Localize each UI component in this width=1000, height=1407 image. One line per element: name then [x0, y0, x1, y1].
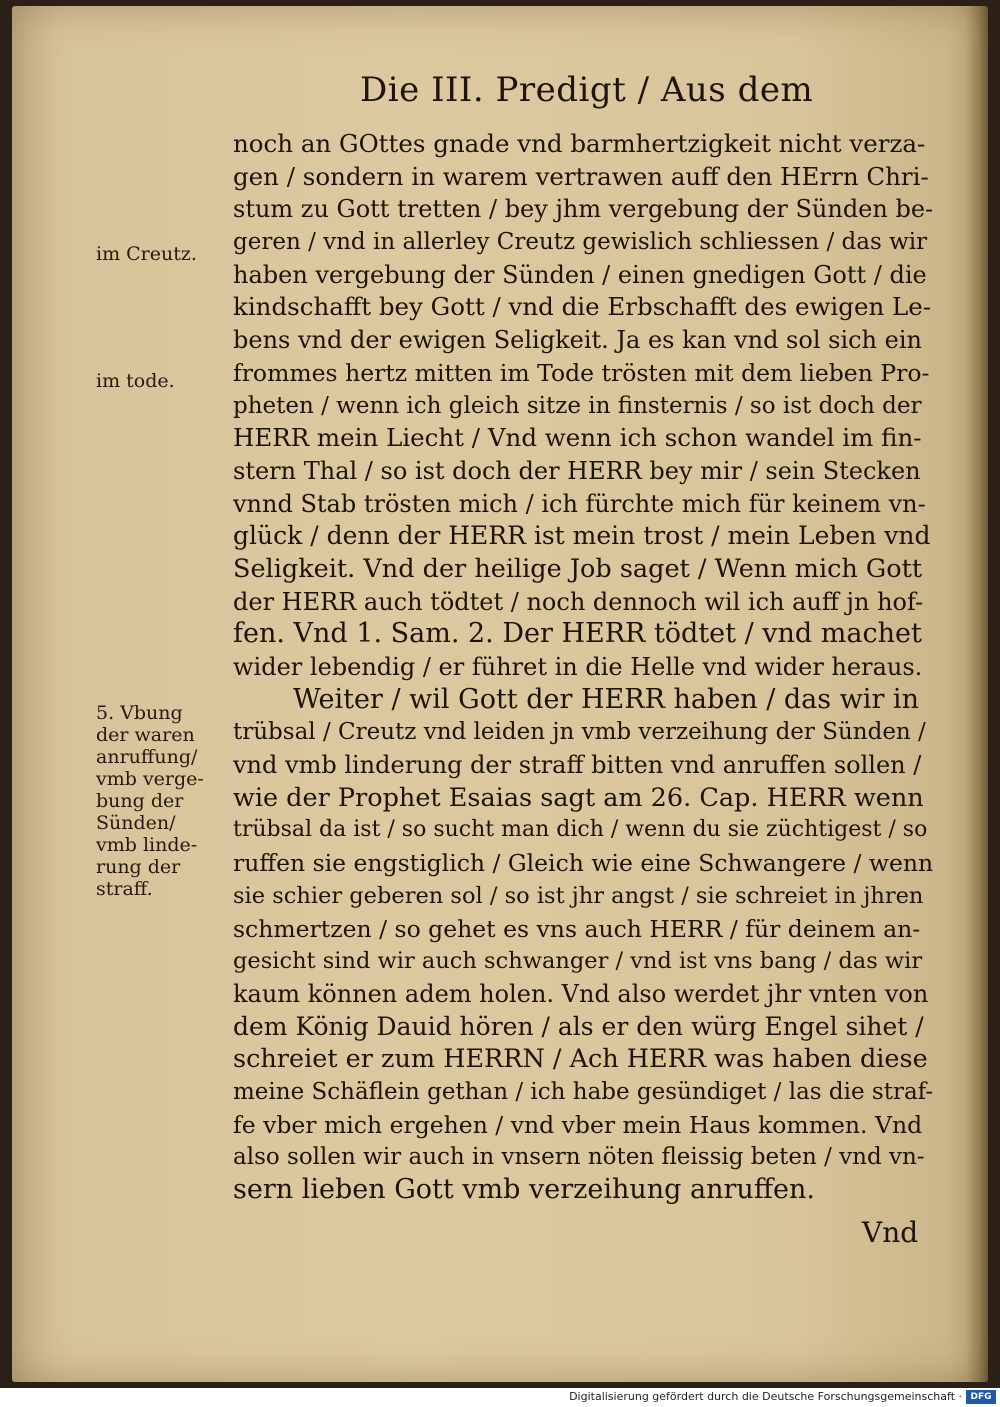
margin-note-line: Sünden/: [96, 812, 176, 834]
text-line: fen. Vnd 1. Sam. 2. Der HERR tödtet / vnd machet: [233, 618, 922, 650]
text-line: sern lieben Gott vmb verzeihung anruffen.: [233, 1174, 815, 1205]
text-line: schmertzen / so gehet es vns auch HERR / für deinem an-: [233, 914, 921, 943]
margin-note-line: der waren: [96, 724, 195, 746]
funding-credit: Digitalisierung gefördert durch die Deutsche Forschungsgemeinschaft ·: [569, 1390, 962, 1403]
margin-note-tode: [96, 370, 175, 392]
catchword: Vnd: [862, 1216, 919, 1249]
footer-bar: [0, 1388, 1000, 1407]
dfg-logo: DFG: [966, 1390, 996, 1404]
text-line-paragraph-start: Weiter / wil Gott der HERR haben / das wir in: [293, 683, 919, 715]
margin-note-line: vmb linde-: [96, 834, 198, 856]
margin-note-line: im tode.: [96, 370, 175, 392]
body-text: [233, 128, 933, 1207]
text-line: der HERR auch tödtet / noch dennoch wil ich auff jn hof-: [233, 587, 924, 616]
text-line: bens vnd der ewigen Seligkeit. Ja es kan vnd sol sich ein: [233, 326, 922, 355]
text-line: frommes hertz mitten im Tode trösten mit dem lieben Pro-: [233, 358, 930, 387]
text-line: HERR mein Liecht / Vnd wenn ich schon wandel im fin-: [233, 423, 922, 453]
text-line: meine Schäflein gethan / ich habe gesündiget / las die straf-: [233, 1078, 933, 1105]
text-line: kindschafft bey Gott / vnd die Erbschafft des ewigen Le-: [233, 292, 932, 322]
running-head: Die III. Predigt / Aus dem: [360, 70, 814, 110]
text-line: ruffen sie engstiglich / Gleich wie eine Schwangere / wenn: [233, 849, 933, 878]
page-edge-shadow: [966, 6, 988, 1382]
text-line: vnnd Stab trösten mich / ich fürchte mich für keinem vn-: [233, 489, 926, 518]
text-line: kaum können adem holen. Vnd also werdet jhr vnten von: [233, 979, 929, 1008]
margin-note-line: anruffung/: [96, 746, 198, 768]
text-line: stum zu Gott tretten / bey jhm vergebung der Sünden be-: [233, 195, 933, 224]
margin-note-vbung: [96, 702, 204, 900]
text-line: fe vber mich ergehen / vnd vber mein Haus kommen. Vnd: [233, 1110, 923, 1139]
text-line: glück / denn der HERR ist mein trost / mein Leben vnd: [233, 521, 931, 551]
text-line: geren / vnd in allerley Creutz gewislich schliessen / das wir: [233, 229, 928, 256]
margin-note-line: im Creutz.: [96, 243, 197, 265]
text-line: schreiet er zum HERRN / Ach HERR was haben diese: [233, 1044, 928, 1075]
margin-note-line: bung der: [96, 790, 184, 812]
text-line: pheten / wenn ich gleich sitze in finsternis / so ist doch der: [233, 392, 922, 419]
text-line: dem König Dauid hören / als er den würg Engel sihet /: [233, 1011, 924, 1041]
margin-note-creutz: [96, 243, 197, 265]
text-line: haben vergebung der Sünden / einen gnedigen Gott / die: [233, 260, 927, 289]
margin-note-line: straff.: [96, 878, 153, 900]
text-line: also sollen wir auch in vnsern nöten fleissig beten / vnd vn-: [233, 1144, 925, 1171]
text-line: sie schier geberen sol / so ist jhr angst / sie schreiet in jhren: [233, 882, 924, 909]
text-line: gesicht sind wir auch schwanger / vnd ist vns bang / das wir: [233, 948, 923, 975]
text-line: noch an GOttes gnade vnd barmhertzigkeit nicht verza-: [233, 129, 926, 158]
text-line: trübsal da ist / so sucht man dich / wenn du sie züchtigest / so: [233, 817, 928, 843]
text-line: vnd vmb linderung der straff bitten vnd anruffen sollen /: [233, 751, 922, 780]
margin-note-line: rung der: [96, 856, 181, 878]
margin-note-line: 5. Vbung: [96, 702, 183, 724]
text-line: stern Thal / so ist doch der HERR bey mir / sein Stecken: [233, 456, 921, 485]
text-line: Seligkeit. Vnd der heilige Job saget / Wenn mich Gott: [233, 553, 923, 584]
text-line: gen / sondern in warem vertrawen auff den HErrn Chri-: [233, 161, 929, 191]
text-line: trübsal / Creutz vnd leiden jn vmb verzeihung der Sünden /: [233, 719, 926, 746]
text-line: wider lebendig / er führet in die Helle vnd wider heraus.: [233, 653, 923, 681]
text-line: wie der Prophet Esaias sagt am 26. Cap. HERR wenn: [233, 782, 924, 813]
margin-note-line: vmb verge-: [96, 768, 204, 790]
